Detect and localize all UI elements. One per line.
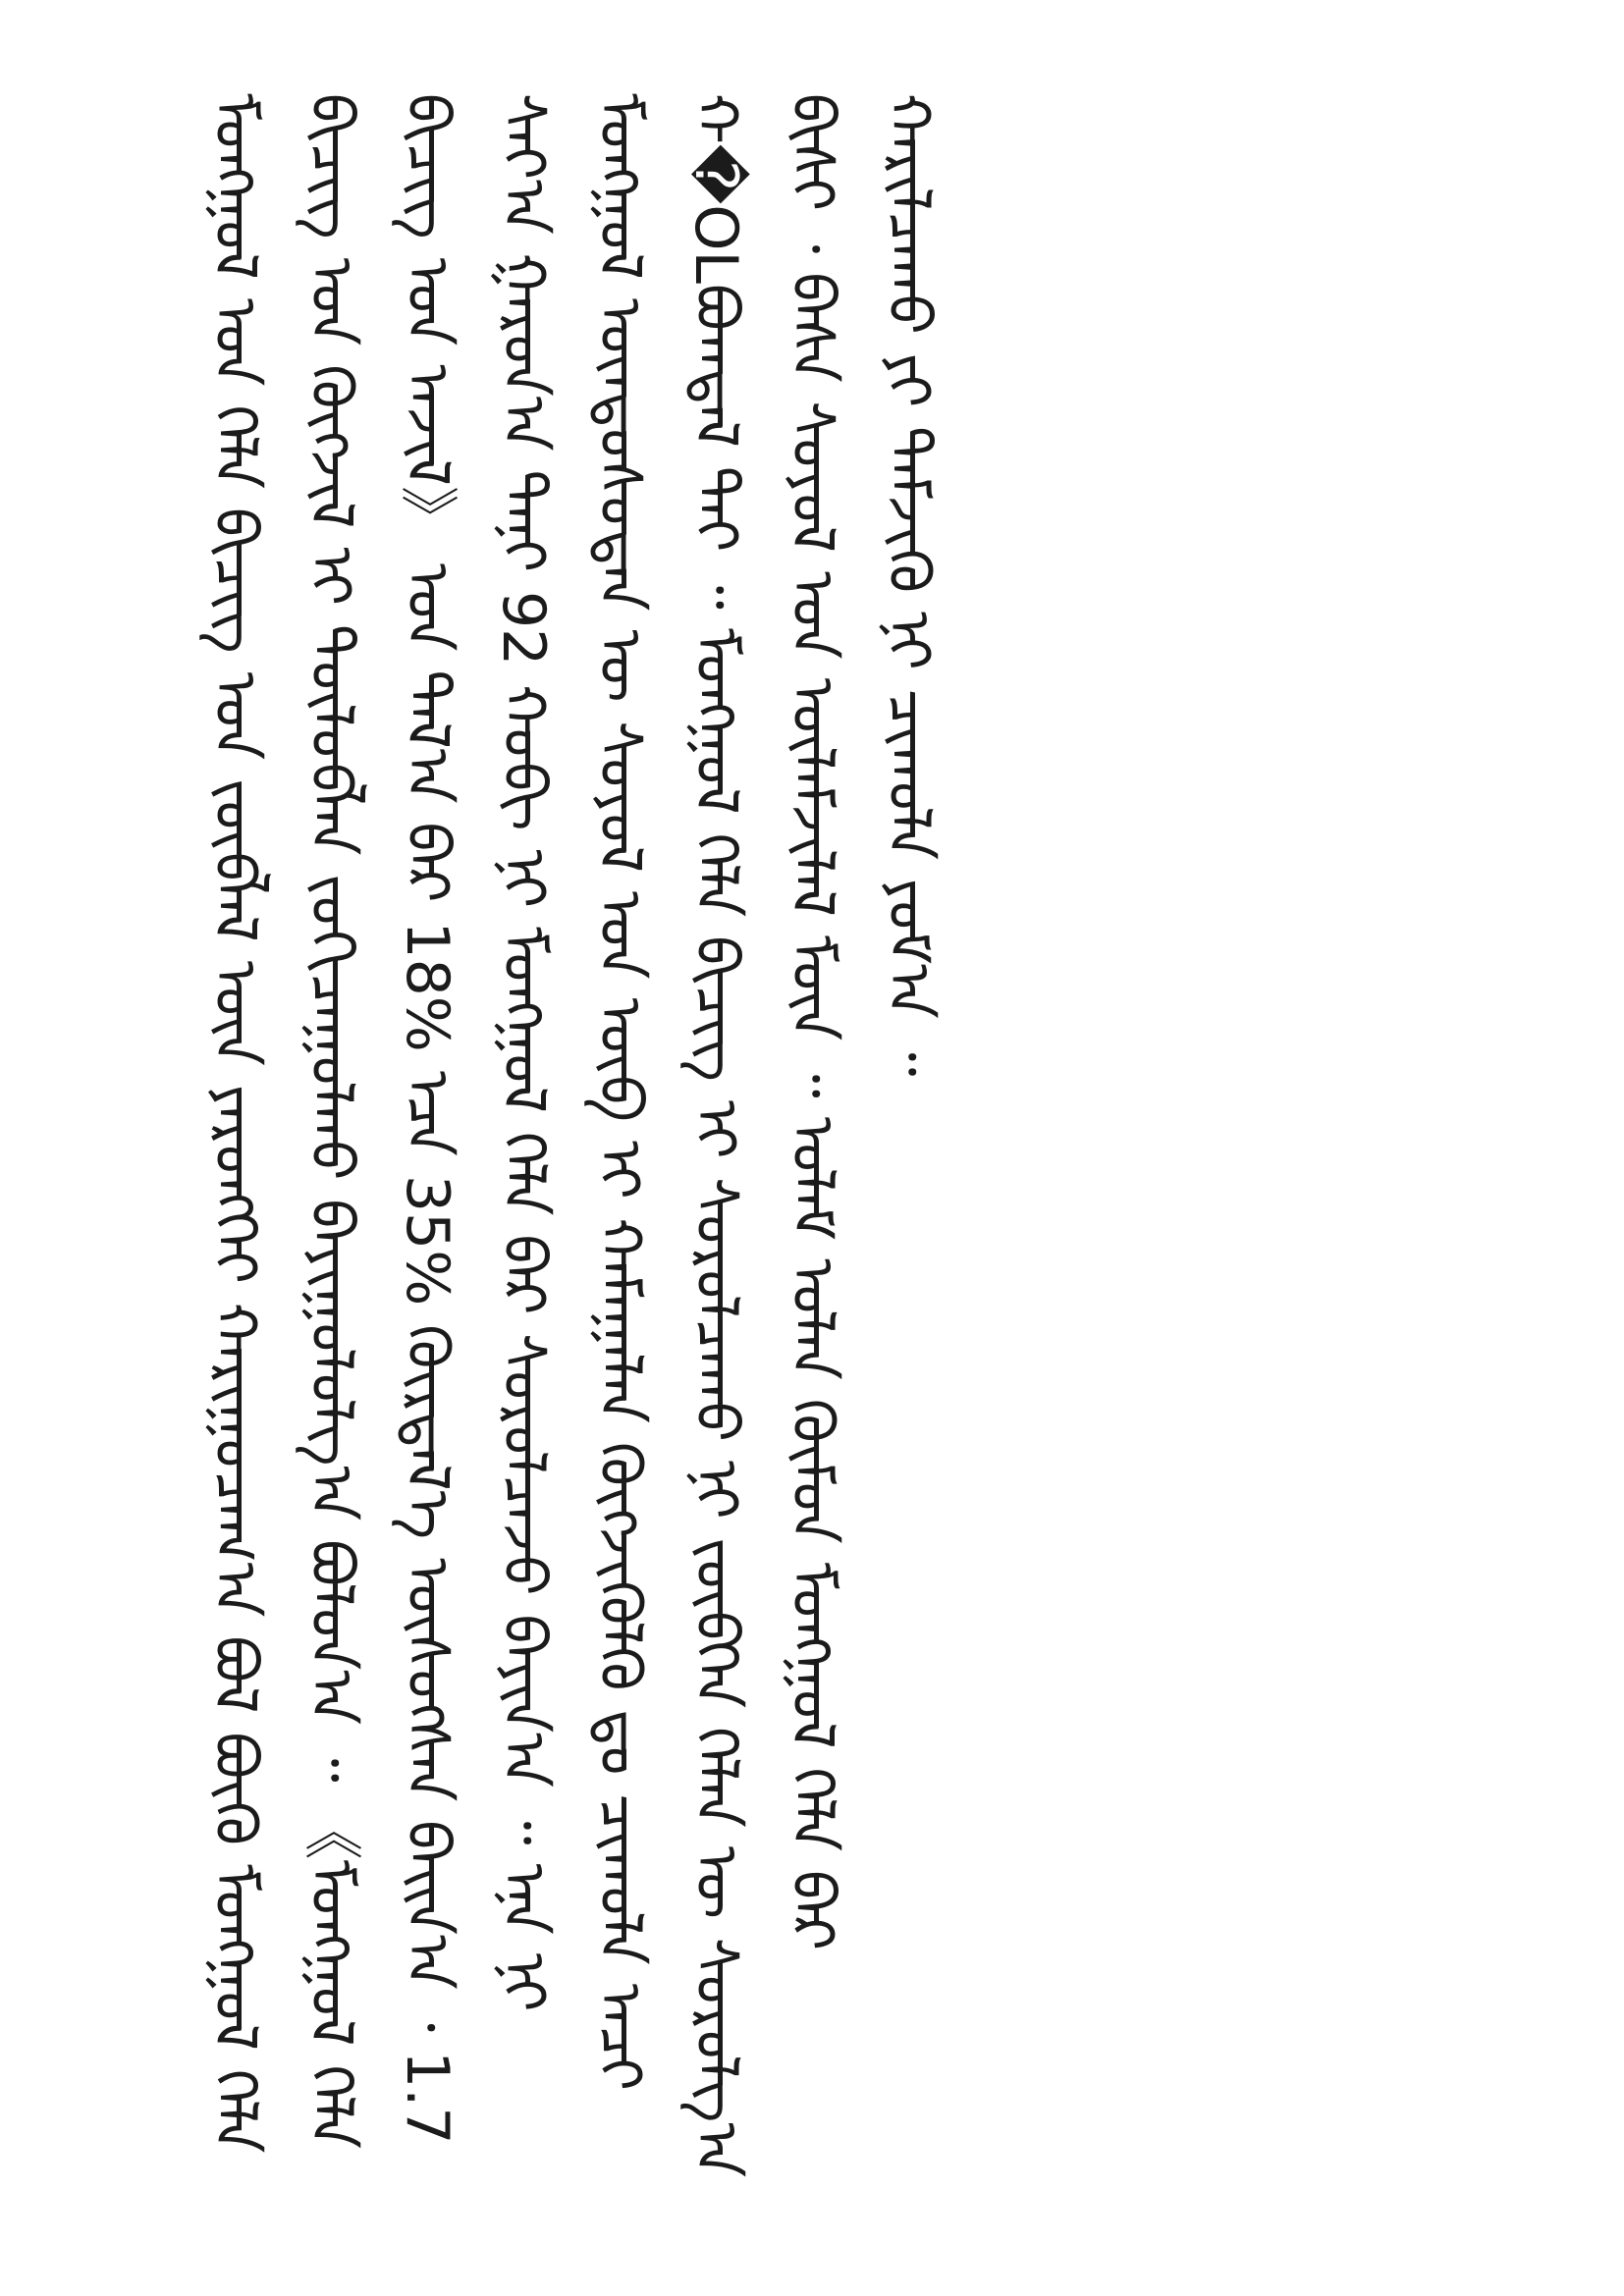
mongolian-vertical-paragraph: ᠮᠣᠩᠭᠣᠯ ᠤᠨ ᠬᠡᠯᠡ ᠪᠢᠴᠢᠭ ᠤᠨ ᠵᠥᠪᠯᠡᠯ ᠦᠨ ᠶᠡᠷᠦᠩᠬᠡᠢ ᠬᠠᠷᠢᠭᠤᠴᠠᠭ᠎ᠠ ᠪᠣᠯ ᠪᠦᠬᠦ ᠮᠣᠩᠭᠣᠯ ᠬᠡᠯᠡ ᠪᠢᠴᠢᠭ ᠤᠨ ᠬᠥᠭᠵᠢᠯ ᠢ ᠲᠥᠯᠥᠪᠯᠡᠨ ᠵᠣᠬᠢᠴᠠᠭᠤᠯᠬᠤ ᠪᠠᠶᠢᠭᠤᠯᠤᠯᠭ᠎ᠠ ᠪᠣᠯᠤᠨ᠎ᠠ ᠃ 《ᠮᠣᠩᠭᠣᠯ ᠬᠡᠯᠡ ᠪᠢᠴᠢᠭ ᠤᠨ ᠠᠵᠢᠯ》 ᠤᠨ ᠲᠠᠯ᠎ᠠ ᠪᠠᠷ 18% ᠡᠴᠡ 35% ᠬᠦᠷᠲᠡᠯ᠎ᠡ ᠥᠰᠥᠭᠰᠡᠨ ᠪᠠᠢᠨ᠎ᠠ ᠂ 1.7 ᠰᠠᠶ᠎ᠠ ᠭᠠᠷᠤᠨ᠎ᠠ ᠲᠠᠨᠢ 92 ᠬᠤᠪᠢ ᠨᠢ ᠮᠣᠩᠭᠣᠯ ᠬᠡᠯᠡ ᠪᠡᠷ ᠰᠤᠷᠤᠯᠴᠠᠵᠤ ᠪᠠᠶᠢᠨ᠎ᠠ ᠃ ᠡᠨᠡ ᠨᠢ ᠮᠣᠩᠭᠣᠯ ᠦᠨᠳᠦᠰᠦᠲᠡᠨ ᠦ ᠰᠤᠶᠣᠯ ᠤᠨ ᠥᠪ ᠢ ᠬᠠᠮᠠᠭᠠᠯᠠᠨ ᠬᠥᠭᠵᠢᠭᠦᠯᠬᠦ ᠳᠤ ᠴᠢᠬᠤᠯᠠ ᠠᠴᠢ ᠬ�OLᠪᠣᠭᠳᠠᠯ ᠲᠠᠢ ᠃ ᠮᠣᠩᠭᠣᠯ ᠬᠡᠯᠡ ᠪᠢᠴᠢᠭ ᠢ ᠰᠤᠷᠤᠯᠴᠠᠬᠤ ᠨᠢ ᠵᠥᠪᠬᠡᠨ ᠬᠡᠯᠡᠨ ᠦ ᠰᠤᠷᠤᠯᠭ᠎ᠠ ᠪᠢᠰᠢ ᠂ ᠪᠠᠰᠠ ᠰᠣᠶᠣᠯ ᠤᠨ ᠦᠯᠡᠮᠵᠢᠯᠡᠯ ᠮᠥᠨ ᠃ ᠤᠯᠠᠮ ᠣᠯᠠᠨ ᠬᠥᠮᠦᠨ ᠮᠣᠩᠭᠣᠯ ᠬᠡᠯᠡ ᠪᠡᠷ ᠬᠠᠷᠢᠯᠴᠠᠬᠤ ᠶᠢ ᠳᠡᠮᠵᠢᠬᠦ ᠨᠢ ᠴᠢᠬᠤᠯᠠ ᠶᠤᠮ᠎ᠠ ᠃ [200, 93, 943, 2178]
